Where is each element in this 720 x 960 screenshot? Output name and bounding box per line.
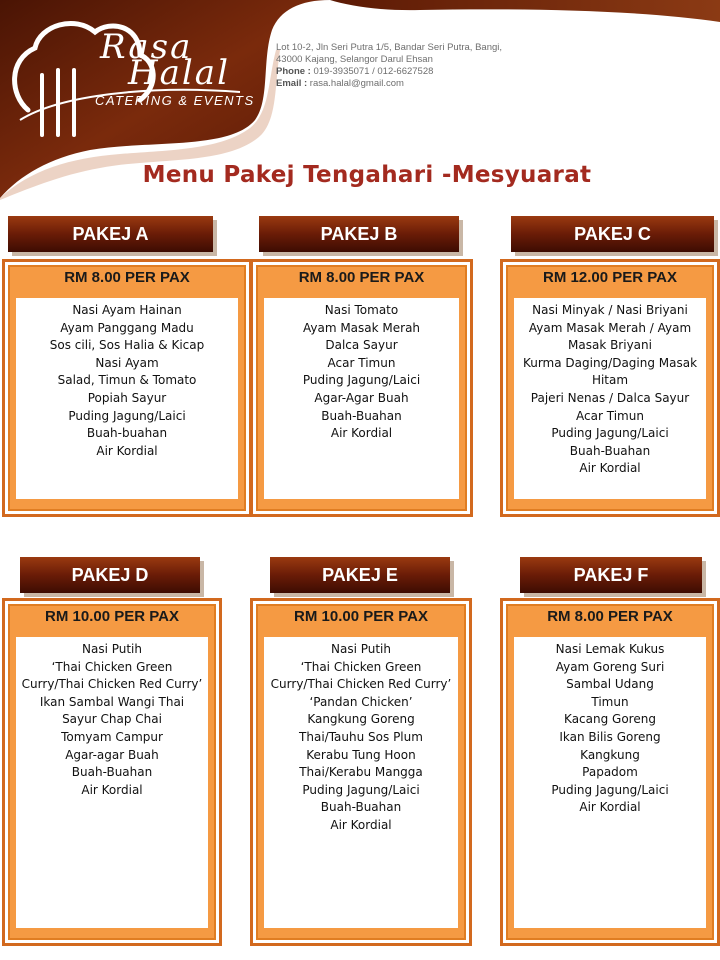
menu-item: Thai/Tauhu Sos Plum (299, 729, 423, 744)
menu-item: Nasi Lemak Kukus (555, 642, 665, 656)
menu-item: Ikan Bilis Goreng (559, 729, 661, 744)
menu-item: Sambal Udang (566, 677, 654, 692)
menu-item: Nasi Ayam (95, 355, 159, 370)
menu-item: Papadom (582, 765, 638, 780)
package-d-heading: PAKEJ D (20, 557, 200, 593)
package-d-items (16, 637, 208, 799)
package-b-price: RM 8.00 PER PAX (298, 269, 425, 286)
package-c-heading: PAKEJ C (511, 216, 714, 252)
menu-item: Buah-buahan (86, 426, 168, 441)
menu-item: Sos cili, Sos Halia & Kicap (49, 338, 205, 353)
menu-item: Sayur Chap Chai (62, 712, 162, 727)
menu-item: Air Kordial (579, 800, 641, 815)
address-line-1: Lot 10-2, Jln Seri Putra 1/5, Bandar Seri Putra, Bangi, (276, 42, 503, 53)
package-c-menu (514, 298, 706, 499)
package-a-price: RM 8.00 PER PAX (64, 269, 190, 286)
package-d-menu (16, 637, 208, 928)
menu-item: Pajeri Nenas / Dalca Sayur (530, 390, 690, 405)
menu-item: Kangkung (580, 747, 640, 762)
package-a-card (2, 259, 252, 517)
package-e-card (250, 598, 472, 946)
menu-item: Nasi Ayam Hainan (72, 303, 182, 317)
menu-item: Buah-Buahan (321, 408, 402, 423)
menu-item: ‘Thai Chicken Green Curry/Thai Chicken Red Curry’ (21, 659, 203, 692)
package-e-items (264, 637, 458, 835)
menu-item: Ayam Masak Merah (302, 320, 421, 335)
package-f-menu (514, 637, 706, 928)
menu-item: Salad, Timun & Tomato (57, 373, 197, 388)
package-c-items (514, 298, 706, 478)
menu-item: Kacang Goreng (564, 712, 656, 727)
menu-item: Puding Jagung/Laici (551, 782, 669, 797)
menu-item: Agar-agar Buah (65, 747, 159, 762)
menu-item: Air Kordial (330, 426, 393, 441)
menu-item: Air Kordial (96, 443, 158, 458)
email-label: Email : (276, 78, 308, 89)
package-f-heading: PAKEJ F (520, 557, 702, 593)
package-a-heading: PAKEJ A (8, 216, 213, 252)
menu-item: Acar Timun (327, 355, 396, 370)
menu-item: Buah-Buahan (320, 800, 402, 815)
phone-label: Phone : (276, 66, 311, 77)
menu-item: Acar Timun (576, 408, 644, 423)
menu-item: Air Kordial (579, 461, 641, 476)
phone-line (276, 66, 502, 78)
menu-item: Tomyam Campur (61, 729, 163, 744)
menu-item: Ayam Masak Merah / Ayam Masak Briyani (528, 320, 692, 353)
logo-rasa: Rasa (100, 27, 193, 67)
page-title: Menu Pakej Tengahari -Mesyuarat (142, 162, 592, 188)
menu-item: Nasi Putih (330, 642, 391, 656)
package-f-price: RM 8.00 PER PAX (547, 608, 673, 625)
package-b-heading: PAKEJ B (259, 216, 459, 252)
menu-item: Nasi Minyak / Nasi Briyani (532, 303, 688, 317)
package-d-price: RM 10.00 PER PAX (45, 608, 179, 625)
menu-item: Air Kordial (330, 817, 392, 832)
package-f-card (500, 598, 720, 946)
menu-item: Buah-Buahan (71, 765, 153, 780)
address-line-2: 43000 Kajang, Selangor Darul Ehsan (276, 54, 433, 65)
package-e-price: RM 10.00 PER PAX (294, 608, 428, 625)
menu-item: Puding Jagung/Laici (551, 426, 669, 441)
logo-halal: Halal (128, 53, 230, 93)
menu-item: Air Kordial (81, 782, 143, 797)
phone-value: 019-3935071 / 012-6627528 (313, 66, 434, 77)
menu-item: Thai/Kerabu Mangga (299, 765, 423, 780)
menu-item: Nasi Tomato (324, 303, 399, 317)
package-b-menu (264, 298, 459, 499)
menu-item: Popiah Sayur (87, 390, 167, 405)
menu-item: ‘Thai Chicken Green Curry/Thai Chicken Red Curry’ (270, 659, 452, 692)
package-c-price: RM 12.00 PER PAX (543, 269, 677, 286)
menu-item: ‘Pandan Chicken’ (309, 694, 413, 709)
menu-item: Puding Jagung/Laici (68, 408, 186, 423)
email-line (276, 78, 502, 90)
menu-item: Kurma Daging/Daging Masak Hitam (522, 355, 698, 388)
package-f-items (514, 637, 706, 817)
package-b-items (264, 298, 459, 443)
menu-item: Kerabu Tung Hoon (306, 747, 416, 762)
package-d-card (2, 598, 222, 946)
menu-item: Buah-Buahan (569, 443, 651, 458)
menu-item: Timun (591, 694, 629, 709)
package-e-menu (264, 637, 458, 928)
package-b-card (250, 259, 473, 517)
package-a-menu (16, 298, 238, 499)
package-c-card (500, 259, 720, 517)
menu-item: Ayam Goreng Suri (555, 659, 665, 674)
menu-item: Nasi Putih (81, 642, 142, 656)
menu-item: Puding Jagung/Laici (302, 782, 420, 797)
email-value: rasa.halal@gmail.com (309, 78, 404, 89)
menu-item: Agar-Agar Buah (314, 390, 409, 405)
menu-item: Dalca Sayur (325, 338, 398, 353)
package-a-items (16, 298, 238, 460)
contact-info (276, 42, 502, 90)
menu-item: Ikan Sambal Wangi Thai (39, 694, 185, 709)
menu-item: Kangkung Goreng (307, 712, 415, 727)
menu-item: Puding Jagung/Laici (302, 373, 421, 388)
menu-item: Ayam Panggang Madu (60, 320, 194, 335)
package-e-heading: PAKEJ E (270, 557, 450, 593)
logo-subtitle: CATERING & EVENTS (95, 93, 255, 108)
